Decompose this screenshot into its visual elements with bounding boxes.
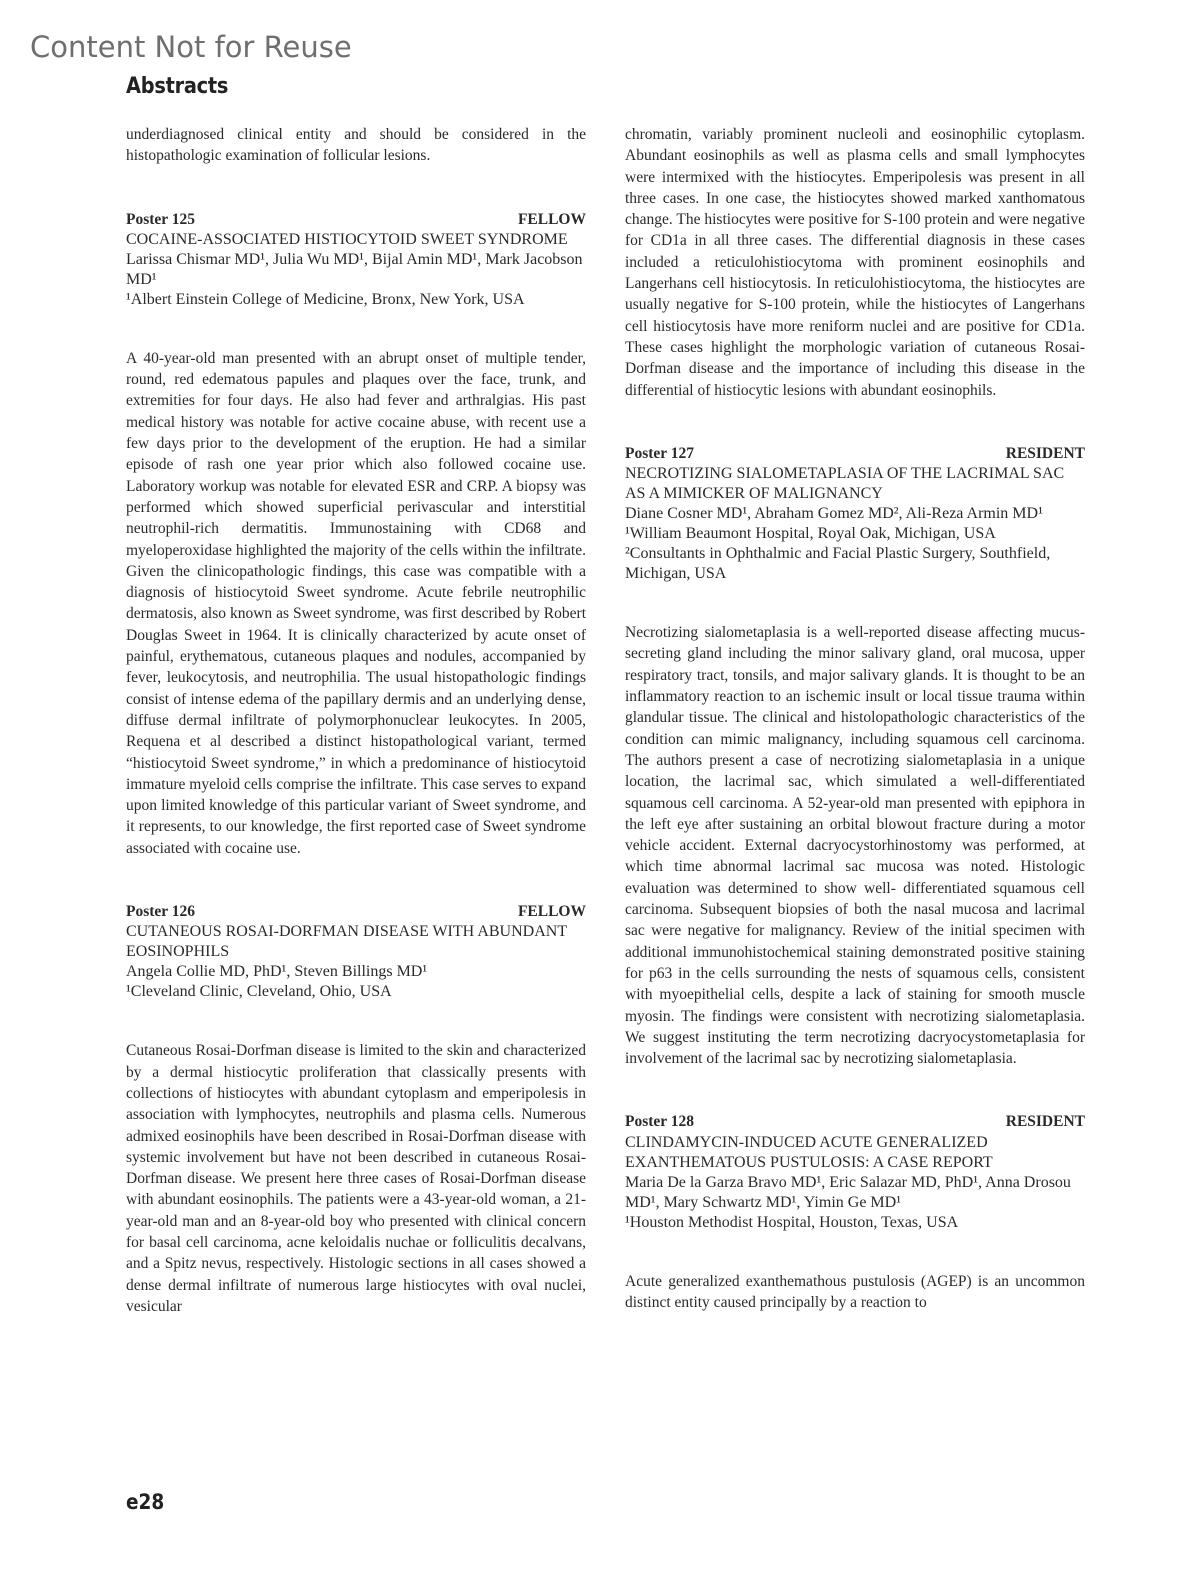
poster-title: CUTANEOUS ROSAI-DORFMAN DISEASE WITH ABUNDANT EOSINOPHILS xyxy=(126,923,567,961)
poster-category: RESIDENT xyxy=(1005,1113,1085,1131)
poster-header xyxy=(126,209,586,230)
poster-title: CLINDAMYCIN-INDUCED ACUTE GENERALIZED EXANTHEMATOUS PUSTULOSIS: A CASE REPORT xyxy=(625,1133,993,1171)
poster-affiliation: ²Consultants in Ophthalmic and Facial Plastic Surgery, Southfield, Michigan, USA xyxy=(625,545,1051,583)
poster-label: Poster 128 xyxy=(625,1113,695,1131)
page-number: e28 xyxy=(126,1490,165,1514)
poster-category: FELLOW xyxy=(517,903,586,921)
poster-authors: Maria De la Garza Bravo MD¹, Eric Salazar MD, PhD¹, Anna Drosou MD¹, Mary Schwartz MD¹, Yimin Ge MD¹ xyxy=(625,1173,1071,1211)
poster-affiliation: ¹Cleveland Clinic, Cleveland, Ohio, USA xyxy=(126,983,392,1001)
poster-affiliation: ¹Houston Methodist Hospital, Houston, Texas, USA xyxy=(625,1213,959,1231)
poster-label: Poster 127 xyxy=(625,444,695,462)
poster-abstract: A 40-year-old man presented with an abrupt onset of multiple tender, round, red edematous papules and plaques over the face, trunk, and extremities for four days. He also had fever and arthralgias. His past medical history was notable for active cocaine abuse, with recent use a few days prior to the development of the eruption. He had a similar episode of rash one year prior which also followed cocaine use. Laboratory workup was notable for elevated ESR and CRP. A biopsy was performed which showed superficial perivascular and interstitial neutrophil-rich dermatitis. Immunostaining with CD68 and myeloperoxidase highlighted the majority of the cells within the infiltrate. Given the clinicopathologic findings, this case was compatible with a diagnosis of histiocytoid Sweet syndrome. Acute febrile neutrophilic dermatosis, also known as Sweet syndrome, was first described by Robert Douglas Sweet in 1964. It is clinically characterized by acute onset of painful, erythematous, cutaneous plaques and nodules, accompanied by fever, leukocytosis, and neutrophilia. The usual histopathologic findings consist of intense edema of the papillary dermis and an underlying dense, diffuse dermal infiltrate of polymorphonuclear leukocytes. In 2005, Requena et al described a distinct histopathological variant, termed “histiocytoid Sweet syndrome,” in which a predominance of histiocytoid immature myeloid cells comprise the infiltrate. This case serves to expand upon limited knowledge of this particular variant of Sweet syndrome, and it represents, to our knowledge, the first reported case of Sweet syndrome associated with cocaine use. xyxy=(126,349,586,857)
poster-authors: Angela Collie MD, PhD¹, Steven Billings MD¹ xyxy=(126,963,428,981)
poster-label: Poster 126 xyxy=(126,903,196,921)
poster-header xyxy=(625,1111,1085,1132)
poster-header xyxy=(126,901,586,922)
watermark: Content Not for Reuse xyxy=(30,30,352,64)
poster-header xyxy=(625,443,1085,464)
poster-affiliation: ¹William Beaumont Hospital, Royal Oak, Michigan, USA xyxy=(625,525,996,543)
right-column xyxy=(625,124,1085,1313)
poster-abstract: Acute generalized exanthemathous pustulosis (AGEP) is an uncommon distinct entity caused principally by a reaction to xyxy=(625,1272,1085,1311)
poster-affiliation: ¹Albert Einstein College of Medicine, Bronx, New York, USA xyxy=(126,290,525,308)
poster-label: Poster 125 xyxy=(126,210,196,228)
poster-title: NECROTIZING SIALOMETAPLASIA OF THE LACRIMAL SAC AS A MIMICKER OF MALIGNANCY xyxy=(625,465,1065,503)
poster-abstract-continued: chromatin, variably prominent nucleoli and eosinophilic cytoplasm. Abundant eosinophils as well as plasma cells and small lymphocytes were intermixed with the histiocytes. Emperipolesis was present in all three cases. In one case, the histiocytes showed marked xanthomatous change. The histiocytes were positive for S-100 protein and were negative for CD1a in all three cases. The differential diagnosis in these cases included a reticulohistiocytoma with prominent eosinophils and Langerhans cell histiocytosis. In reticulohistiocytoma, the histiocytes are usually negative for S-100 protein, while the histiocytes of Langerhans cell histiocytosis have more reniform nuclei and are positive for CD1a. These cases highlight the morphologic variation of cutaneous Rosai-Dorfman disease and the importance of including this disease in the differential of histiocytic lesions with abundant eosinophils. xyxy=(625,126,1085,399)
poster-abstract: Cutaneous Rosai-Dorfman disease is limited to the skin and characterized by a dermal histiocytic proliferation that classically presents with collections of histiocytes with abundant cytoplasm and emperipolesis in association with lymphocytes, neutrophils and plasma cells. Numerous admixed eosinophils have been described in Rosai-Dorfman disease with systemic involvement but have not been described in cutaneous Rosai-Dorfman disease. We present here three cases of Rosai-Dorfman disease with abundant eosinophils. The patients were a 43-year-old woman, a 21-year-old man and an 8-year-old boy who presented with clinical concern for basal cell carcinoma, acne keloidalis nuchae or folliculitis decalvans, and a Spitz nevus, respectively. Histologic sections in all cases showed a dense dermal infiltrate of numerous large histiocytes with oval nuclei, vesicular xyxy=(126,1042,586,1315)
poster-title: COCAINE-ASSOCIATED HISTIOCYTOID SWEET SYNDROME xyxy=(126,230,568,248)
poster-abstract: Necrotizing sialometaplasia is a well-reported disease affecting mucus-secreting gland including the minor salivary gland, oral mucosa, upper respiratory tract, tonsils, and major salivary glands. It is thought to be an inflammatory reaction to an ischemic insult or local tissue trauma within glandular tissue. The clinical and histolopathologic characteristics of the condition can mimic malignancy, including squamous cell carcinoma. The authors present a case of necrotizing sialometaplasia in a unique location, the lacrimal sac, which simulated a well-differentiated squamous cell carcinoma. A 52-year-old man presented with epiphora in the left eye after sustaining an orbital blowout fracture during a motor vehicle accident. External dacryocystorhinostomy was performed, at which time abnormal lacrimal sac mucosa was noted. Histologic evaluation was determined to show well- differentiated squamous cell carcinoma. Subsequent biopsies of both the nasal mucosa and lacrimal sac were negative for malignancy. Review of the initial specimen with additional immunohistochemical staining demonstrated positive staining for p63 in the cells surrounding the nests of squamous cells, consistent with myoepithelial cells, despite a lack of staining for smooth muscle myosin. The findings were consistent with necrotizing sialometaplasia. We suggest instituting the term necrotizing dacryocystometaplasia for involvement of the lacrimal sac by necrotizing sialometaplasia. xyxy=(625,624,1085,1068)
poster-category: RESIDENT xyxy=(1005,444,1085,462)
continued-text: underdiagnosed clinical entity and should be considered in the histopathologic examination of follicular lesions. xyxy=(126,126,586,165)
left-column xyxy=(126,124,586,1317)
poster-125 xyxy=(126,209,586,859)
poster-authors: Diane Cosner MD¹, Abraham Gomez MD², Ali-Reza Armin MD¹ xyxy=(625,505,1043,523)
poster-128 xyxy=(625,1111,1085,1313)
section-title: Abstracts xyxy=(126,74,229,99)
poster-127 xyxy=(625,443,1085,1070)
poster-authors: Larissa Chismar MD¹, Julia Wu MD¹, Bijal Amin MD¹, Mark Jacobson MD¹ xyxy=(126,250,583,288)
poster-category: FELLOW xyxy=(517,210,586,228)
poster-126 xyxy=(126,901,586,1317)
